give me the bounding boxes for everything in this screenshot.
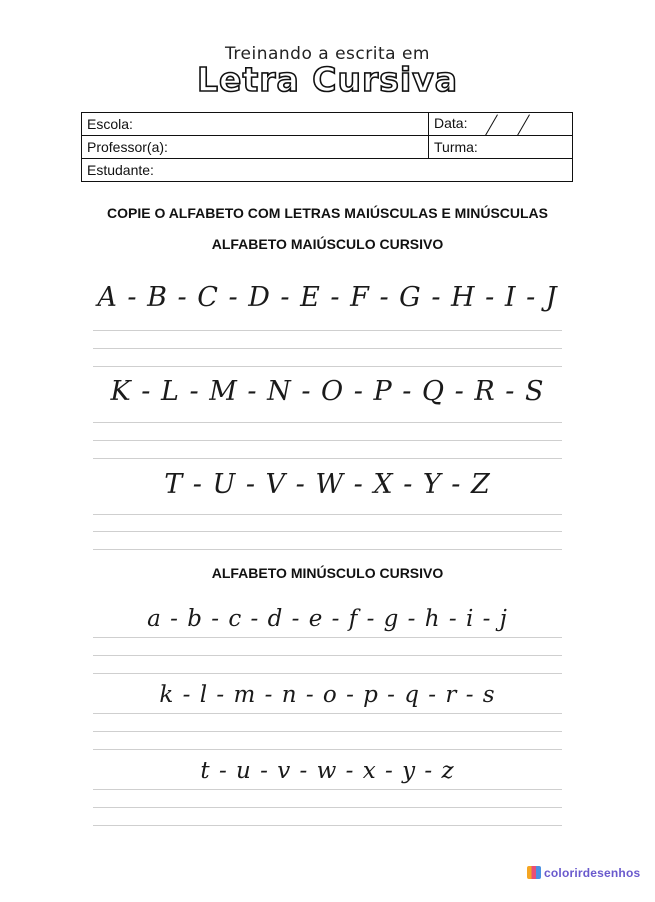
lowercase-row-2: k - l - m - n - o - p - q - r - s [159, 682, 496, 708]
practice-line [93, 789, 562, 790]
subtitle: Treinando a escrita em [225, 44, 430, 64]
student-info-table [81, 112, 573, 182]
class-field[interactable] [429, 136, 573, 159]
class-label: Turma: [434, 139, 478, 155]
practice-line [93, 713, 562, 714]
instruction-text: COPIE O ALFABETO COM LETRAS MAIÚSCULAS E MINÚSCULAS [106, 205, 548, 221]
uppercase-section-title: ALFABETO MAIÚSCULO CURSIVO [211, 236, 444, 252]
uppercase-row-3: T - U - V - W - X - Y - Z [164, 469, 491, 500]
practice-line [93, 440, 562, 441]
practice-line [93, 366, 562, 367]
practice-line [93, 348, 562, 349]
practice-line [93, 637, 562, 638]
school-field[interactable] [82, 113, 429, 136]
lowercase-section-title: ALFABETO MINÚSCULO CURSIVO [211, 565, 444, 581]
school-label: Escola: [87, 116, 133, 132]
date-label: Data: [434, 114, 468, 131]
practice-line [93, 807, 562, 808]
brand-name: colorirdesenhos [544, 866, 641, 880]
date-separator-icon [485, 115, 499, 133]
brand-logo[interactable] [527, 866, 640, 880]
practice-line [93, 673, 562, 674]
practice-line [93, 458, 562, 459]
uppercase-row-1: A - B - C - D - E - F - G - H - I - J [97, 282, 558, 313]
student-field[interactable] [82, 159, 573, 182]
student-label: Estudante: [87, 162, 154, 178]
practice-line [93, 731, 562, 732]
practice-line [93, 531, 562, 532]
practice-line [93, 825, 562, 826]
practice-line [93, 514, 562, 515]
page-title: Letra Cursiva [197, 60, 458, 99]
date-separator-icon [517, 115, 531, 133]
practice-line [93, 549, 562, 550]
practice-line [93, 422, 562, 423]
lowercase-row-1: a - b - c - d - e - f - g - h - i - j [147, 606, 508, 632]
crayons-icon [527, 866, 541, 879]
teacher-label: Professor(a): [87, 139, 168, 155]
practice-line [93, 749, 562, 750]
practice-line [93, 655, 562, 656]
uppercase-row-2: K - L - M - N - O - P - Q - R - S [110, 376, 545, 407]
date-field[interactable] [429, 113, 573, 136]
practice-line [93, 330, 562, 331]
lowercase-row-3: t - u - v - w - x - y - z [200, 758, 455, 784]
teacher-field[interactable] [82, 136, 429, 159]
